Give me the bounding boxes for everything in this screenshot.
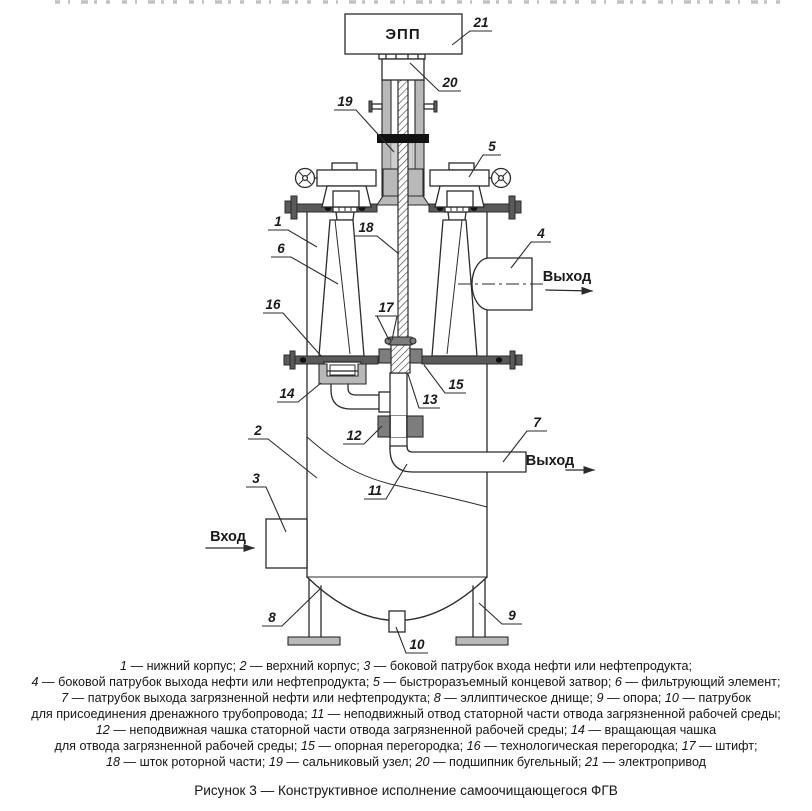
svg-text:20: 20	[442, 75, 458, 90]
figure-caption: Рисунок 3 — Конструктивное исполнение самоочищающегося ФГВ	[194, 783, 618, 798]
foot-pad-left	[288, 637, 340, 645]
callout-16	[263, 297, 322, 357]
inlet-label: Вход	[210, 529, 246, 545]
svg-text:15: 15	[448, 377, 464, 392]
callout-12	[343, 426, 382, 444]
flow-inlet	[206, 529, 254, 548]
svg-text:11: 11	[367, 483, 383, 498]
svg-text:17: 17	[378, 300, 394, 315]
quick-release-closure-right	[430, 163, 511, 207]
svg-text:19: 19	[337, 94, 353, 109]
svg-text:7: 7	[533, 415, 541, 430]
inlet-nozzle	[266, 519, 307, 568]
svg-text:5: 5	[488, 139, 496, 154]
svg-text:1: 1	[274, 214, 282, 229]
handwheel-icon	[296, 169, 315, 188]
svg-text:9: 9	[508, 608, 516, 623]
svg-text:13: 13	[422, 392, 438, 407]
handwheel-icon	[492, 169, 511, 188]
legend-line: 1 — нижний корпус; 2 — верхний корпус; 3 — боковой патрубок входа нефти или нефтепродукта;	[119, 659, 692, 673]
svg-text:10: 10	[409, 637, 425, 652]
flow-outlet-upper	[543, 269, 592, 291]
callout-18	[355, 220, 399, 254]
outlet-upper-arrow-icon	[546, 290, 592, 291]
electric-drive	[345, 14, 462, 54]
svg-text:12: 12	[346, 428, 362, 443]
filter-element-left	[319, 212, 364, 356]
svg-text:8: 8	[268, 610, 276, 625]
foot-pad-right	[456, 637, 508, 645]
support-leg-right	[456, 579, 508, 645]
legend-line: 12 — неподвижная чашка статорной части отвода загрязненной рабочей среды; 14 — вращающая чашка	[95, 723, 717, 737]
callout-17	[375, 300, 397, 340]
svg-text:16: 16	[265, 297, 281, 312]
electric-drive-label: ЭПП	[385, 26, 421, 43]
svg-text:14: 14	[279, 386, 295, 401]
shaft-coupling	[379, 337, 422, 373]
quick-release-closure-left	[296, 163, 377, 207]
cup-drain-elbow	[331, 384, 391, 412]
legend-line: для присоединения дренажного трубопровода; 11 — неподвижный отвод статорной части отвода загрязненной рабочей среды;	[31, 707, 781, 721]
svg-text:2: 2	[254, 423, 262, 438]
svg-text:18: 18	[358, 220, 374, 235]
outlet-upper-label: Выход	[542, 269, 592, 285]
legend-line: для отвода загрязненной рабочей среды; 15 — опорная перегородка; 16 — технологическая перегородка; 17 — штифт;	[54, 739, 758, 753]
bearing-unit	[379, 54, 425, 80]
callout-14	[277, 383, 321, 402]
svg-text:4: 4	[537, 226, 545, 241]
callout-8	[262, 589, 320, 626]
figure-legend	[0, 658, 812, 770]
svg-text:3: 3	[252, 471, 260, 486]
legend-line: 18 — шток роторной части; 19 — сальниковый узел; 20 — подшипник бугельный; 21 — электропривод	[105, 755, 707, 769]
rotor-shaft	[398, 58, 408, 340]
svg-text:6: 6	[277, 241, 285, 256]
legend-line: 7 — патрубок выхода загрязненной нефти или нефтепродукта; 8 — эллиптическое днище; 9 — опора; 10 — патрубок	[61, 691, 751, 705]
outlet-lower-label: Выход	[525, 453, 575, 469]
legend-line: 4 — боковой патрубок выхода нефти или нефтепродукта; 5 — быстроразъемный концевой затвор; 6 — фильтрующий элемент;	[31, 675, 781, 689]
flow-outlet-lower	[526, 453, 594, 470]
callout-15	[424, 365, 466, 393]
svg-text:21: 21	[473, 15, 489, 30]
rotating-cup	[319, 362, 366, 384]
